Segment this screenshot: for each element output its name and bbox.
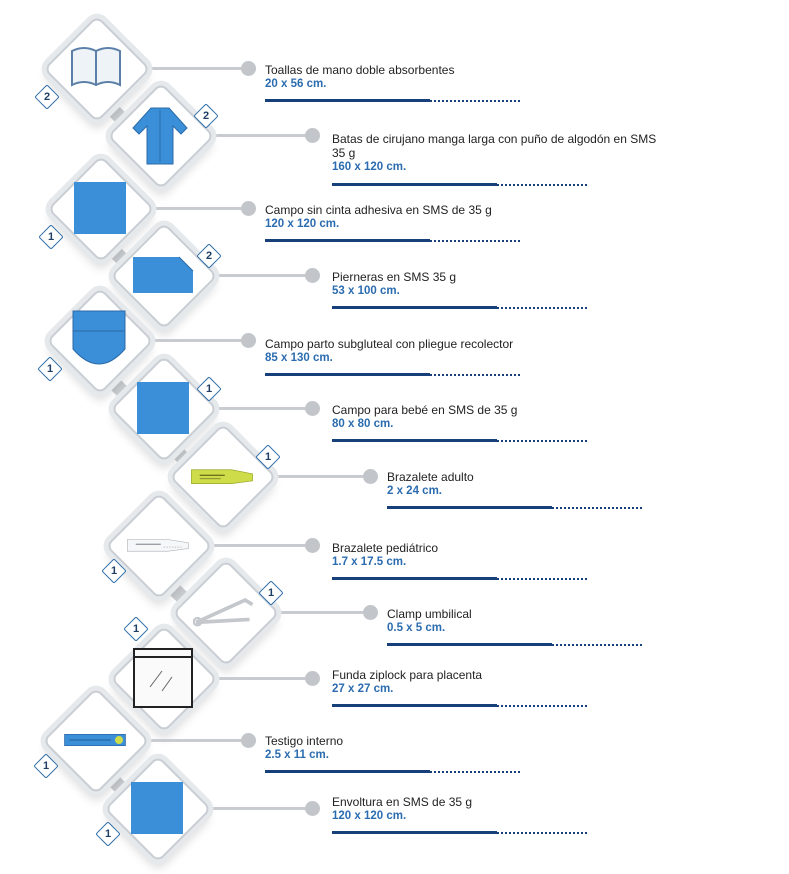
item-underline [387,506,552,509]
item-underline [265,373,430,376]
item-dimensions: 27 x 27 cm. [332,683,394,695]
bullet-dot [305,268,320,283]
item-text [265,63,595,92]
item-underline-dotted [497,832,587,834]
bullet-dot [241,733,256,748]
bullet-dot [305,801,320,816]
bullet-dot [363,605,378,620]
quantity-value: 2 [202,110,210,122]
item-underline-dotted [497,440,587,442]
item-underline-dotted [430,100,520,102]
item-name: Campo para bebé en SMS de 35 g [332,403,518,417]
item-underline-dotted [497,578,587,580]
quantity-badge [95,821,120,846]
quantity-value: 1 [104,828,112,840]
quantity-value: 1 [42,760,50,772]
bullet-dot [305,128,320,143]
item-dimensions: 120 x 120 cm. [332,810,407,822]
item-underline [387,643,552,646]
item-text [332,541,662,570]
quantity-value: 1 [46,363,54,375]
drape-icon [68,176,132,240]
ziplock-bag-icon [131,646,195,710]
item-underline-dotted [552,507,642,509]
item-underline-dotted [430,240,520,242]
item-underline-dotted [430,374,520,376]
item-underline-dotted [552,644,642,646]
quantity-badge [123,616,148,641]
bullet-dot [305,671,320,686]
item-name: Brazalete adulto [387,470,474,484]
gown-icon [128,103,192,167]
item-text [265,203,595,232]
item-underline-dotted [497,705,587,707]
quantity-value: 1 [132,623,140,635]
item-text [332,270,662,299]
item-dimensions: 160 x 120 cm. [332,161,407,173]
item-underline [265,99,430,102]
leggings-icon [131,243,195,307]
item-text [332,795,662,824]
item-underline [332,831,497,834]
wrap-icon [125,776,189,840]
quantity-value: 2 [43,91,51,103]
item-underline [332,704,497,707]
item-dimensions: 2.5 x 11 cm. [265,749,329,761]
item-underline-dotted [430,771,520,773]
item-underline [265,770,430,773]
quantity-badge [33,753,58,778]
quantity-value: 1 [47,231,55,243]
quantity-value: 2 [205,250,213,262]
item-text [332,668,662,697]
quantity-value: 1 [110,565,118,577]
quantity-badge [34,84,59,109]
item-name: Brazalete pediátrico [332,541,439,555]
item-text [387,470,717,499]
item-dimensions: 53 x 100 cm. [332,285,400,297]
item-dimensions: 80 x 80 cm. [332,418,394,430]
quantity-badge [38,224,63,249]
item-underline [332,439,497,442]
indicator-strip-icon [63,708,127,772]
umbilical-clamp-icon [193,580,257,644]
bullet-dot [241,333,256,348]
item-underline [332,577,497,580]
item-name: Batas de cirujano manga larga con puño de algodón en SMS 35 g [332,132,657,160]
baby-drape-icon [131,376,195,440]
item-name: Funda ziplock para placenta [332,668,483,682]
item-underline-dotted [497,184,587,186]
bullet-dot [305,538,320,553]
item-dimensions: 2 x 24 cm. [387,485,442,497]
bullet-dot [241,201,256,216]
quantity-badge [37,356,62,381]
item-underline [332,183,497,186]
item-name: Clamp umbilical [387,607,472,621]
item-name: Toallas de mano doble absorbentes [265,63,455,77]
towel-icon [64,36,128,100]
pediatric-bracelet-icon [126,513,190,577]
item-text [387,607,717,636]
quantity-value: 1 [205,383,213,395]
item-text [332,132,662,175]
item-name: Campo parto subgluteal con pliegue recolector [265,337,514,351]
item-dimensions: 1.7 x 17.5 cm. [332,556,407,568]
item-dimensions: 0.5 x 5 cm. [387,622,446,634]
quantity-value: 1 [267,587,275,599]
bullet-dot [305,401,320,416]
item-underline [332,306,497,309]
adult-bracelet-icon [190,444,254,508]
item-dimensions: 85 x 130 cm. [265,352,333,364]
item-text [332,403,662,432]
item-name: Campo sin cinta adhesiva en SMS de 35 g [265,203,492,217]
item-name: Envoltura en SMS de 35 g [332,795,473,809]
item-underline [265,239,430,242]
bullet-dot [241,61,256,76]
item-text [265,734,595,763]
item-text [265,337,595,366]
underbuttocks-drape-icon [67,308,131,372]
bullet-dot [363,469,378,484]
item-dimensions: 120 x 120 cm. [265,218,340,230]
item-dimensions: 20 x 56 cm. [265,78,327,90]
item-name: Pierneras en SMS 35 g [332,270,457,284]
quantity-value: 1 [264,451,272,463]
item-name: Testigo interno [265,734,344,748]
item-underline-dotted [497,307,587,309]
